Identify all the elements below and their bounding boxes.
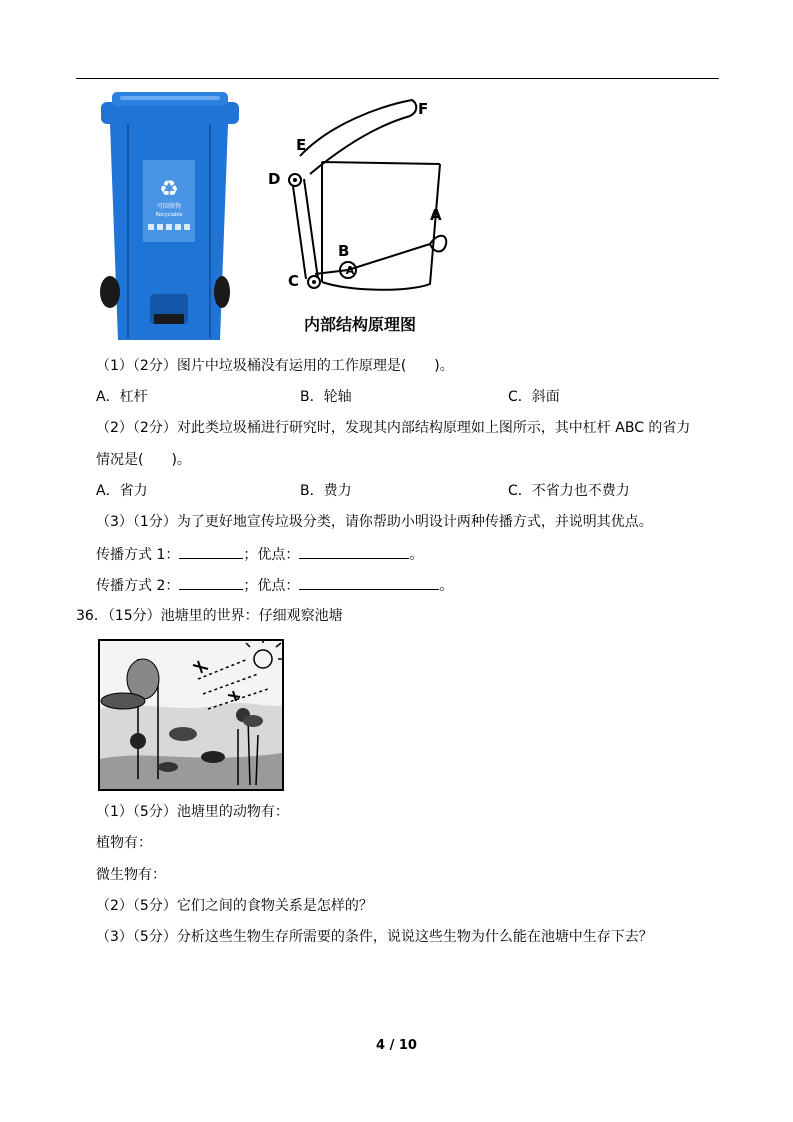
q35-3-stem: （3）（1分）为了更好地宣传垃圾分类，请你帮助小明设计两种传播方式，并说明其优点。	[96, 514, 653, 530]
q35-2-stem-line1: （2）（2分）对此类垃圾桶进行研究时，发现其内部结构原理如上图所示，其中杠杆 ABC 的省力	[96, 420, 691, 436]
q36-1-microbes: 微生物有：	[96, 867, 166, 883]
q36-2-stem: （2）（5分）它们之间的食物关系是怎样的？	[96, 898, 373, 914]
pond-image	[98, 639, 284, 791]
lotus-flower	[127, 659, 159, 699]
q35-1-option-b[interactable]: B．轮轴	[300, 389, 352, 405]
q35-1-option-c[interactable]: C．斜面	[508, 389, 560, 405]
bin-sign-label-en: Recyclable	[155, 212, 183, 218]
recycle-bin-image	[98, 88, 240, 344]
q35-3-way2-row	[96, 574, 453, 596]
page-number: 4 / 10	[376, 1038, 417, 1053]
vertical-rod	[292, 179, 318, 279]
q35-2-option-c[interactable]: C．不省力也不费力	[508, 483, 630, 499]
way1-blank[interactable]	[179, 543, 243, 559]
q36-title: 36．（15分）池塘里的世界：仔细观察池塘	[76, 608, 343, 624]
q35-1-stem: （1）（2分）图片中垃圾桶没有运用的工作原理是( )。	[96, 358, 454, 374]
label-a-inner: A	[345, 264, 355, 277]
way2-adv-label: ；优点：	[243, 578, 300, 594]
recycle-icon: ♻	[159, 177, 179, 202]
q36-1-plants: 植物有：	[96, 835, 152, 851]
label-a: A	[430, 206, 442, 224]
label-b: B	[338, 242, 350, 260]
label-e: E	[296, 136, 307, 154]
q35-2-option-a[interactable]: A．省力	[96, 483, 148, 499]
bin-wheel-left	[100, 276, 120, 308]
q36-1-stem: （1）（5分）池塘里的动物有：	[96, 804, 289, 820]
way1-end: 。	[409, 547, 424, 563]
bin-sign-label: 可回收物	[156, 203, 182, 210]
q36-3-stem: （3）（5分）分析这些生物生存所需要的条件，说说这些生物为什么能在池塘中生存下去？	[96, 929, 653, 945]
way2-label: 传播方式 2：	[96, 578, 180, 594]
way1-adv-label: ；优点：	[243, 547, 300, 563]
way1-adv-blank[interactable]	[299, 543, 409, 559]
label-c: C	[288, 272, 300, 290]
way1-label: 传播方式 1：	[96, 547, 180, 563]
way2-blank[interactable]	[179, 574, 243, 590]
q35-2-stem-line2: 情况是( )。	[96, 452, 191, 468]
way2-adv-blank[interactable]	[299, 574, 439, 590]
frog	[130, 733, 146, 749]
q35-2-option-b[interactable]: B．费力	[300, 483, 352, 499]
diagram-caption: 内部结构原理图	[303, 315, 417, 334]
fish	[201, 751, 225, 763]
lever-abc	[315, 244, 430, 274]
way2-end: 。	[439, 578, 454, 594]
label-d: D	[268, 170, 281, 188]
lever-structure-diagram	[260, 94, 460, 344]
q35-3-way1-row	[96, 543, 423, 565]
header-rule	[76, 78, 719, 79]
q35-1-option-a[interactable]: A．杠杆	[96, 389, 148, 405]
label-f: F	[418, 100, 429, 118]
bin-wheel-right	[214, 276, 230, 308]
